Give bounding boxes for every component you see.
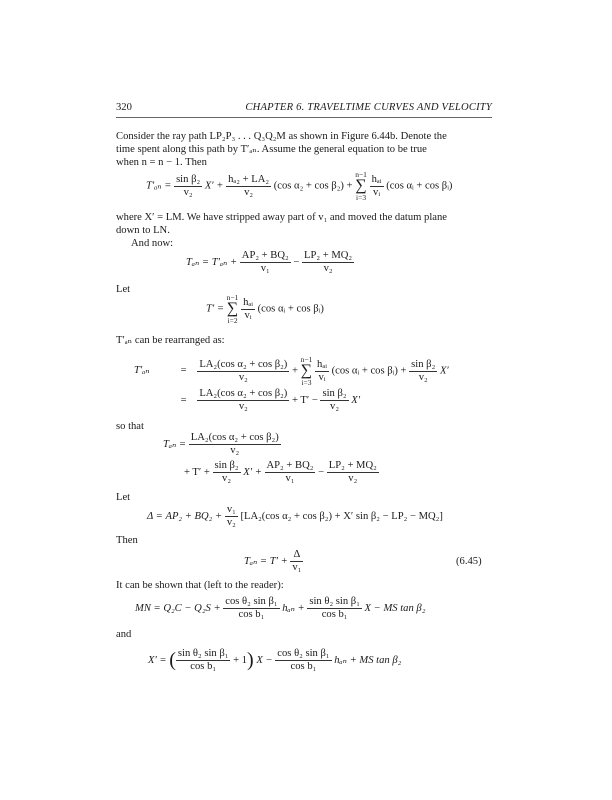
equation-9: [244, 549, 303, 574]
paragraph-line: Then: [116, 535, 138, 546]
eq-lhs: T′ₐₙ =: [146, 180, 172, 192]
equation-11: [148, 648, 401, 673]
eq-term: −: [318, 466, 325, 478]
fraction: $\frac{\text{v₁}}{\text{v₂}}$: [226, 504, 236, 528]
paragraph-line: down to LN.: [116, 225, 170, 236]
eq-lhs: T′ =: [206, 303, 225, 315]
fraction: $\frac{\text{LA₂(cos α₂ + cos β₂)}}{\text{v₂}}$: [199, 358, 288, 383]
chapter-title: CHAPTER 6. TRAVELTIME CURVES AND VELOCITY: [245, 102, 492, 113]
equation-5: [134, 388, 360, 413]
fraction: $\frac{\text{AP₂ + BQ₂}}{\text{v₁}}$: [241, 250, 289, 274]
equation-1: [146, 170, 452, 202]
eq-lhs: X′ =: [148, 654, 167, 666]
eq-term: hₐₙ +: [282, 602, 305, 614]
eq-term: X −: [256, 654, 273, 666]
fraction: $\frac{\text{LP₂ + MQ₂}}{\text{v₂}}$: [304, 250, 353, 274]
summation: n−1 ∑ i=3: [355, 170, 367, 202]
fraction: $\frac{\text{sin β₂}}{\text{v₂}}$: [214, 460, 239, 484]
eq-term: (cos α₂ + cos β₂) +: [273, 180, 353, 192]
header-rule: [116, 117, 492, 118]
fraction: $\frac{\text{LA₂(cos α₂ + cos β₂)}}{\text{v₂}}$: [190, 432, 279, 456]
equation-6: [163, 432, 281, 457]
eq-lhs: T′ₐₙ: [134, 365, 150, 377]
paragraph-line: when n = n − 1. Then: [116, 157, 207, 168]
fraction: $\frac{\text{hₐ₂ + LA₂}}{\text{v₂}}$: [228, 173, 270, 198]
eq-term: + T′ −: [291, 394, 318, 406]
eq-lhs: Tₐₙ = T′ +: [244, 555, 288, 567]
fraction: $\frac{\text{sin β₂}}{\text{v₂}}$: [411, 358, 436, 383]
paragraph-line: and: [116, 629, 132, 640]
fraction: $\frac{\text{sin β₂}}{\text{v₂}}$: [322, 388, 347, 412]
eq-term: X′ +: [204, 180, 224, 192]
paragraph-line: T′ₐₙ can be rearranged as:: [116, 335, 225, 346]
fraction: $\frac{\text{LA₂(cos α₂ + cos β₂)}}{\text{v₂}}$: [199, 388, 288, 412]
eq-term: =: [180, 394, 187, 406]
right-paren: ): [247, 649, 254, 671]
summation: n−1 ∑ i=2: [226, 293, 239, 325]
eq-lhs: Tₐₙ = T′ₐₙ +: [186, 256, 238, 268]
fraction: $\frac{\text{cos θ₂ sin β₁}}{\text{cos b₁}}$: [225, 596, 278, 620]
fraction: $\frac{\text{cos θ₂ sin β₁}}{\text{cos b₁}}$: [277, 648, 330, 672]
eq-term: (cos αᵢ + cos βᵢ) +: [331, 365, 407, 377]
eq-lhs: Δ = AP₂ + BQ₂ +: [147, 510, 223, 522]
fraction: $\frac{\text{sin θ₂ sin β₁}}{\text{cos b₁}}$: [309, 596, 360, 620]
paragraph-line: It can be shown that (left to the reader):: [116, 580, 284, 591]
page-number: 320: [116, 102, 132, 113]
paragraph-line: so that: [116, 421, 144, 432]
equation-number: (6.45): [456, 556, 482, 567]
fraction: $\frac{\text{LP₂ + MQ₂}}{\text{v₂}}$: [328, 460, 377, 484]
summation: n−1 ∑ i=3: [300, 355, 313, 387]
eq-term: (cos αᵢ + cos βᵢ): [257, 303, 324, 315]
fraction: $\frac{\text{hₐᵢ}}{\text{vᵢ}}$: [371, 173, 382, 198]
equation-4: [134, 355, 449, 387]
eq-term: + T′ +: [184, 466, 210, 478]
eq-term: X′: [351, 394, 361, 406]
eq-term: X′ +: [243, 466, 262, 478]
fraction: $\frac{\text{AP₂ + BQ₂}}{\text{v₁}}$: [266, 460, 314, 484]
paragraph-line: Consider the ray path LP₂P₃ . . . Q₃Q₂M as shown in Figure 6.44b. Denote the: [116, 131, 447, 142]
paragraph-line: Let: [116, 492, 131, 503]
paragraph-line: time spent along this path by T′ₐₙ. Assume the general equation to be true: [116, 144, 427, 155]
left-paren: (: [169, 649, 176, 671]
equation-10: [135, 596, 425, 621]
equation-2: [186, 250, 354, 275]
paragraph-line: Let: [116, 284, 131, 295]
fraction: $\frac{\Delta}{\text{v₁}}$: [292, 549, 302, 573]
fraction: $\frac{\text{sin β₂}}{\text{v₂}}$: [176, 173, 201, 198]
eq-term: (cos αᵢ + cos βᵢ): [386, 180, 453, 192]
eq-lhs: MN = Q₂C − Q₂S +: [135, 602, 221, 614]
eq-term: +: [291, 365, 298, 377]
paragraph-line: where X′ = LM. We have stripped away part of v₁ and moved the datum plane: [116, 212, 448, 223]
eq-term: =: [180, 365, 187, 377]
eq-term: X − MS tan β₂: [364, 602, 426, 614]
equation-3: [206, 293, 324, 325]
eq-lhs: Tₐₙ =: [163, 438, 187, 450]
eq-term: X′: [439, 365, 449, 377]
fraction: $\frac{\text{sin θ₂ sin β₁}}{\text{cos b₁}}$: [177, 648, 229, 672]
eq-term: [LA₂(cos α₂ + cos β₂) + X′ sin β₂ − LP₂ − MQ₂]: [240, 510, 443, 522]
fraction: $\frac{\text{hₐᵢ}}{\text{vᵢ}}$: [317, 358, 327, 383]
eq-term: hₐₙ + MS tan β₂: [334, 654, 402, 666]
eq-term: + 1: [233, 654, 248, 666]
fraction: $\frac{\text{hₐᵢ}}{\text{vᵢ}}$: [243, 296, 253, 321]
eq-term: −: [293, 256, 300, 268]
paragraph-line: And now:: [131, 238, 174, 249]
equation-7: [184, 460, 379, 485]
equation-8: [147, 504, 443, 529]
